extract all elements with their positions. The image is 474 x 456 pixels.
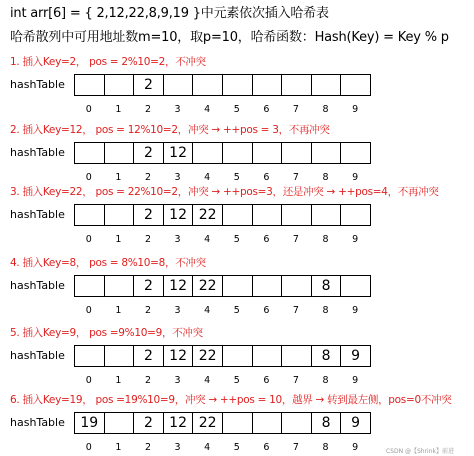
index-label: 7 [292, 234, 299, 245]
hashtable-cell-3: 12 [164, 276, 194, 296]
index-label: 3 [174, 442, 181, 453]
index-label: 3 [174, 305, 181, 316]
hashtable-cell-1 [105, 143, 135, 163]
index-label: 0 [85, 104, 92, 115]
hashtable-cell-7 [282, 205, 312, 225]
hashtable-cell-1 [105, 205, 135, 225]
hashtable-cell-4: 22 [193, 413, 223, 433]
hashtable-cell-3: 12 [164, 205, 194, 225]
step-title: 3. 插入Key=22， pos = 22%10=2，冲突 → ++pos=3，还是冲突 → ++pos=4，不再冲突 [10, 186, 439, 198]
hashtable-cell-4: 22 [193, 346, 223, 366]
hashtable-cell-9 [341, 205, 371, 225]
hashtable-cell-5 [223, 346, 253, 366]
hashtable-cell-7 [282, 143, 312, 163]
hashtable-cell-0 [75, 346, 105, 366]
index-label: 3 [174, 172, 181, 183]
index-row [74, 172, 370, 183]
index-label: 9 [352, 375, 359, 386]
hashtable-cell-2: 2 [134, 413, 164, 433]
hashtable-cell-5 [223, 276, 253, 296]
index-label: 1 [115, 442, 122, 453]
watermark: CSDN @【Shrink】前进 [385, 448, 454, 455]
hashtable-cell-4: 22 [193, 205, 223, 225]
index-label: 1 [115, 234, 122, 245]
index-label: 5 [233, 104, 240, 115]
hashtable-cell-9: 9 [341, 413, 371, 433]
index-label: 9 [352, 104, 359, 115]
index-label: 2 [144, 234, 151, 245]
hashtable-cell-2: 2 [134, 346, 164, 366]
index-label: 1 [115, 104, 122, 115]
step-title: 5. 插入Key=9， pos =9%10=9，不冲突 [10, 327, 203, 339]
hashtable-cell-7 [282, 75, 312, 95]
index-label: 7 [292, 172, 299, 183]
hashtable-cell-8: 8 [312, 346, 342, 366]
index-label: 9 [352, 172, 359, 183]
index-label: 4 [204, 442, 211, 453]
step-title: 4. 插入Key=8， pos = 8%10=8，不冲突 [10, 257, 206, 269]
hashtable-cell-9 [341, 75, 371, 95]
header-line-2: 哈希散列中可用地址数m=10，取p=10，哈希函数：Hash(Key) = Key % p [10, 30, 449, 45]
index-label: 6 [263, 172, 270, 183]
hashtable-cell-3 [164, 75, 194, 95]
index-label: 5 [233, 172, 240, 183]
index-row [74, 104, 370, 115]
hashtable-label: hashTable [10, 279, 65, 292]
hashtable-cell-0: 19 [75, 413, 105, 433]
hashtable-cell-4 [193, 143, 223, 163]
index-label: 9 [352, 442, 359, 453]
index-label: 4 [204, 305, 211, 316]
index-label: 8 [322, 172, 329, 183]
hashtable-cell-2: 2 [134, 276, 164, 296]
hashtable-cell-7 [282, 276, 312, 296]
index-label: 2 [144, 305, 151, 316]
hashtable-row [74, 345, 371, 367]
hashtable-cell-0 [75, 75, 105, 95]
index-label: 0 [85, 305, 92, 316]
hashtable-cell-8: 8 [312, 276, 342, 296]
index-label: 0 [85, 234, 92, 245]
hashtable-row [74, 142, 371, 164]
hashtable-cell-2: 2 [134, 205, 164, 225]
hashtable-cell-1 [105, 346, 135, 366]
index-row [74, 375, 370, 386]
hashtable-row [74, 74, 371, 96]
index-label: 9 [352, 234, 359, 245]
hashtable-row [74, 275, 371, 297]
hashtable-cell-1 [105, 276, 135, 296]
index-label: 6 [263, 104, 270, 115]
hashtable-cell-0 [75, 143, 105, 163]
index-label: 1 [115, 305, 122, 316]
hashtable-cell-3: 12 [164, 143, 194, 163]
hashtable-label: hashTable [10, 146, 65, 159]
hashtable-cell-6 [253, 75, 283, 95]
hashtable-row [74, 412, 371, 434]
hashtable-cell-5 [223, 75, 253, 95]
index-label: 0 [85, 172, 92, 183]
index-label: 3 [174, 104, 181, 115]
index-label: 0 [85, 375, 92, 386]
index-label: 2 [144, 104, 151, 115]
hashtable-cell-3: 12 [164, 413, 194, 433]
index-row [74, 442, 370, 453]
hashtable-label: hashTable [10, 78, 65, 91]
step-title: 6. 插入Key=19， pos =19%10=9，冲突 → ++pos = 10，越界 → 转到最左侧，pos=0不冲突 [10, 394, 452, 406]
hashtable-cell-8 [312, 75, 342, 95]
hashtable-cell-1 [105, 75, 135, 95]
index-row [74, 305, 370, 316]
hashtable-cell-1 [105, 413, 135, 433]
index-label: 6 [263, 442, 270, 453]
hashtable-cell-8 [312, 143, 342, 163]
index-label: 0 [85, 442, 92, 453]
hashtable-cell-9 [341, 276, 371, 296]
hashtable-cell-6 [253, 205, 283, 225]
index-label: 2 [144, 442, 151, 453]
hashtable-cell-4 [193, 75, 223, 95]
index-label: 8 [322, 442, 329, 453]
index-label: 1 [115, 172, 122, 183]
index-label: 5 [233, 375, 240, 386]
hashtable-cell-2: 2 [134, 143, 164, 163]
hashtable-cell-6 [253, 413, 283, 433]
index-label: 9 [352, 305, 359, 316]
hashtable-cell-6 [253, 276, 283, 296]
hashtable-cell-9 [341, 143, 371, 163]
index-label: 6 [263, 375, 270, 386]
hashtable-cell-0 [75, 205, 105, 225]
hashtable-label: hashTable [10, 416, 65, 429]
index-label: 2 [144, 375, 151, 386]
hashtable-cell-6 [253, 346, 283, 366]
hashtable-cell-7 [282, 413, 312, 433]
index-label: 1 [115, 375, 122, 386]
hashtable-cell-2: 2 [134, 75, 164, 95]
hashtable-cell-5 [223, 205, 253, 225]
hashtable-cell-8 [312, 205, 342, 225]
index-label: 7 [292, 104, 299, 115]
index-label: 5 [233, 305, 240, 316]
hashtable-row [74, 204, 371, 226]
hashtable-cell-5 [223, 143, 253, 163]
index-label: 4 [204, 104, 211, 115]
hashtable-label: hashTable [10, 208, 65, 221]
index-label: 5 [233, 442, 240, 453]
index-label: 7 [292, 375, 299, 386]
index-label: 7 [292, 305, 299, 316]
hashtable-cell-6 [253, 143, 283, 163]
index-label: 8 [322, 375, 329, 386]
step-title: 1. 插入Key=2， pos = 2%10=2，不冲突 [10, 56, 206, 68]
index-label: 6 [263, 305, 270, 316]
index-label: 4 [204, 234, 211, 245]
hashtable-cell-9: 9 [341, 346, 371, 366]
index-label: 5 [233, 234, 240, 245]
index-label: 6 [263, 234, 270, 245]
hashtable-cell-8: 8 [312, 413, 342, 433]
index-label: 4 [204, 375, 211, 386]
index-label: 8 [322, 305, 329, 316]
index-label: 7 [292, 442, 299, 453]
hashtable-cell-3: 12 [164, 346, 194, 366]
index-label: 2 [144, 172, 151, 183]
index-label: 4 [204, 172, 211, 183]
index-label: 3 [174, 234, 181, 245]
index-label: 8 [322, 104, 329, 115]
header-line-1: int arr[6] = { 2,12,22,8,9,19 }中元素依次插入哈希表 [10, 6, 329, 21]
hashtable-cell-4: 22 [193, 276, 223, 296]
hashtable-cell-0 [75, 276, 105, 296]
hashtable-cell-5 [223, 413, 253, 433]
hashtable-cell-7 [282, 346, 312, 366]
index-row [74, 234, 370, 245]
index-label: 8 [322, 234, 329, 245]
hashtable-label: hashTable [10, 349, 65, 362]
step-title: 2. 插入Key=12， pos = 12%10=2，冲突 → ++pos = 3，不再冲突 [10, 124, 330, 136]
index-label: 3 [174, 375, 181, 386]
